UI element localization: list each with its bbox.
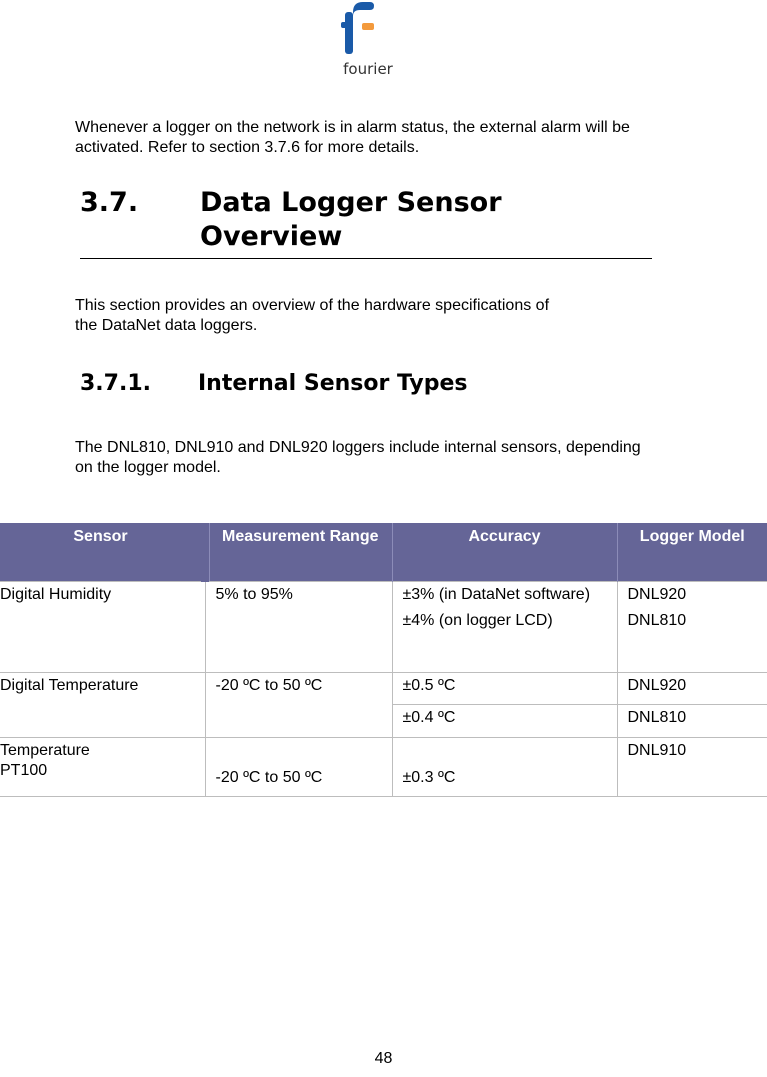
cell-logger-model: DNL920 — [617, 672, 767, 704]
section-title: Data Logger Sensor Overview — [200, 187, 502, 252]
subsection-title: Internal Sensor Types — [198, 371, 468, 396]
cell-range: 5% to 95% — [205, 581, 392, 672]
cell-sensor: Digital Humidity — [0, 581, 205, 672]
sensor-table — [0, 523, 767, 797]
cell-logger-model: DNL910 — [617, 737, 767, 796]
page-number: 48 — [374, 1050, 393, 1067]
fourier-logo — [330, 0, 410, 80]
header-sensor: Sensor — [0, 523, 205, 581]
cell-sensor: Temperature PT100 — [0, 737, 205, 796]
header-range: Measurement Range — [205, 523, 392, 581]
table-header-row — [0, 523, 767, 581]
table-row — [0, 581, 767, 672]
fourier-f-icon — [330, 0, 406, 58]
subsection-paragraph: The DNL810, DNL910 and DNL920 loggers include internal sensors, depending on the logger model. — [75, 439, 641, 476]
table-row — [0, 737, 767, 796]
cell-accuracy: ±0.4 ºC — [392, 704, 617, 737]
subsection-number: 3.7.1. — [80, 371, 151, 396]
cell-logger-model: DNL810 — [617, 704, 767, 737]
header-logger-model: Logger Model — [617, 523, 767, 581]
cell-range: -20 ºC to 50 ºC — [205, 737, 392, 796]
subsection-heading — [80, 370, 468, 398]
table-row — [0, 672, 767, 704]
intro-paragraph: Whenever a logger on the network is in alarm status, the external alarm will be activated. Refer to section 3.7.6 for more details. — [75, 119, 630, 156]
cell-logger-model: DNL920 DNL810 — [617, 581, 767, 672]
cell-sensor: Digital Temperature — [0, 672, 205, 737]
section-heading — [80, 186, 652, 259]
logo-wordmark: fourier — [343, 60, 393, 78]
section-number: 3.7. — [80, 187, 139, 218]
cell-accuracy: ±0.5 ºC — [392, 672, 617, 704]
cell-range: -20 ºC to 50 ºC — [205, 672, 392, 737]
cell-accuracy: ±3% (in DataNet software) ±4% (on logger LCD) — [392, 581, 617, 672]
cell-accuracy: ±0.3 ºC — [392, 737, 617, 796]
header-accuracy: Accuracy — [392, 523, 617, 581]
section-paragraph: This section provides an overview of the hardware specifications of the DataNet data loggers. — [75, 297, 550, 334]
